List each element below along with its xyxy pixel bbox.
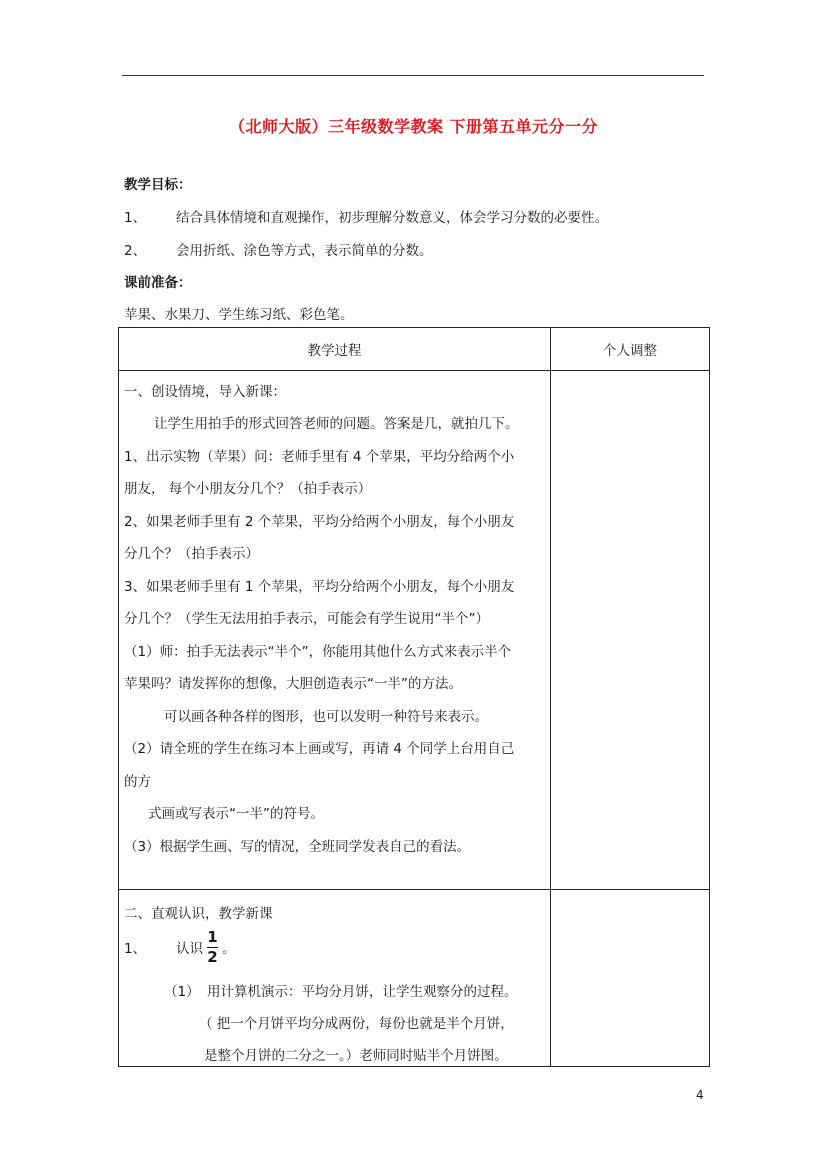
- text-line: 3、如果老师手里有 1 个苹果，平均分给两个小朋友，每个小朋友: [124, 579, 515, 595]
- text-line: 可以画各种各样的图形，也可以发明一种符号来表示。: [164, 709, 488, 725]
- text-line: 是整个月饼的二分之一。）老师同时贴半个月饼图。: [204, 1048, 508, 1064]
- document-title: （北师大版）三年级数学教案 下册第五单元分一分: [228, 117, 599, 136]
- text-line: 的方: [124, 774, 151, 790]
- header-process: 教学过程: [119, 328, 551, 371]
- objectives-heading: 教学目标：: [124, 177, 192, 193]
- text-line: （2）请全班的学生在练习本上画或写，再请 4 个同学上台用自己: [124, 741, 515, 757]
- fraction-one-half: [207, 927, 218, 966]
- text-line: （1）师：拍手无法表示“半个”，你能用其他什么方式来表示半个: [124, 644, 512, 660]
- text-line: （3）根据学生画、写的情况，全班同学发表自己的看法。: [124, 839, 471, 855]
- adjustment-cell: [551, 890, 710, 1067]
- text-line: 苹果吗？请发挥你的想像，大胆创造表示“一半”的方法。: [124, 676, 462, 692]
- prep-text: 苹果、水果刀、学生练习纸、彩色笔。: [124, 307, 354, 323]
- objective-item: [124, 239, 433, 259]
- section-heading: 一、创设情境，导入新课：: [124, 384, 286, 400]
- text-line: 分几个？（拍手表示）: [124, 546, 259, 562]
- table-row: [119, 371, 710, 890]
- lesson-table: [118, 327, 710, 1067]
- objective-number: 1、: [124, 210, 147, 226]
- text-line: [164, 980, 518, 1000]
- objective-item: [124, 206, 608, 226]
- objective-text: 会用折纸、涂色等方式，表示简单的分数。: [176, 243, 433, 259]
- prep-heading: 课前准备：: [124, 275, 192, 291]
- text-line: 朋友， 每个小朋友分几个？（拍手表示）: [124, 481, 372, 497]
- process-cell: [119, 890, 551, 1067]
- objective-number: 2、: [124, 243, 147, 259]
- text-line: 式画或写表示“一半”的符号。: [148, 806, 324, 822]
- header-rule: [122, 75, 704, 76]
- adjustment-cell: [551, 371, 710, 890]
- text-line: [124, 925, 236, 969]
- section-heading: 二、直观认识，教学新课: [124, 906, 273, 922]
- item-label: 认识: [176, 941, 203, 957]
- fraction-denominator: 2: [207, 947, 218, 966]
- header-adjustment: 个人调整: [551, 328, 710, 371]
- text-line: （ 把一个月饼平均分成两份，每份也就是半个月饼，: [199, 1016, 514, 1032]
- text-line: 1、出示实物（苹果）问：老师手里有 4 个苹果，平均分给两个小: [124, 449, 515, 465]
- text-line: 分几个？（学生无法用拍手表示，可能会有学生说用“半个”）: [124, 611, 489, 627]
- fraction-numerator: 1: [207, 927, 218, 946]
- item-number: 1、: [124, 941, 147, 957]
- item-suffix: 。: [222, 941, 236, 957]
- table-row: [119, 890, 710, 1067]
- sub-number: （1）: [164, 984, 200, 1000]
- sub-text: 用计算机演示：平均分月饼，让学生观察分的过程。: [207, 984, 518, 1000]
- process-cell: [119, 371, 551, 890]
- text-line: 让学生用拍手的形式回答老师的问题。答案是几，就拍几下。: [154, 416, 519, 432]
- text-line: 2、如果老师手里有 2 个苹果，平均分给两个小朋友，每个小朋友: [124, 514, 515, 530]
- objective-text: 结合具体情境和直观操作，初步理解分数意义，体会学习分数的必要性。: [176, 210, 608, 226]
- table-header-row: [119, 328, 710, 371]
- page-number: 4: [696, 1088, 704, 1102]
